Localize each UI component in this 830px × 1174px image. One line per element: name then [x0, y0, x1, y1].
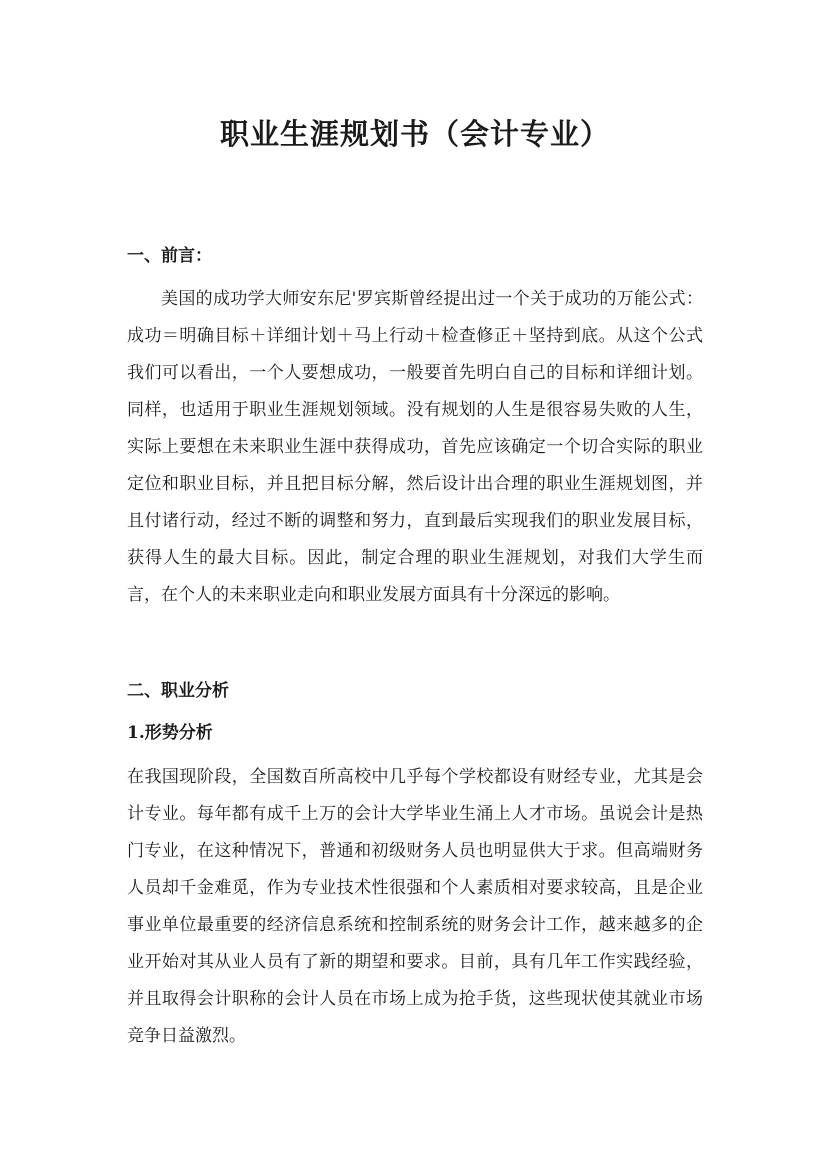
subsection-heading-situation-analysis: 1.形势分析	[127, 723, 213, 743]
section-heading-career-analysis: 二、职业分析	[127, 681, 229, 701]
preface-paragraph: 美国的成功学大师安东尼'罗宾斯曾经提出过一个关于成功的万能公式：成功＝明确目标＋详细计划＋马上行动＋检查修正＋坚持到底。从这个公式我们可以看出，一个人要想成功，一般要首先明白自己的目标和详细计划。同样，也适用于职业生涯规划领域。没有规划的人生是很容易失败的人生，实际上要想在未来职业生涯中获得成功，首先应该确定一个切合实际的职业定位和职业目标，并且把目标分解，然后设计出合理的职业生涯规划图，并且付诸行动，经过不断的调整和努力，直到最后实现我们的职业发展目标，获得人生的最大目标。因此，制定合理的职业生涯规划，对我们大学生而言，在个人的未来职业走向和职业发展方面具有十分深远的影响。	[127, 289, 703, 605]
document-title: 职业生涯规划书（会计专业）	[219, 117, 610, 151]
section-heading-preface: 一、前言：	[127, 246, 212, 266]
situation-analysis-paragraph: 在我国现阶段，全国数百所高校中几乎每个学校都设有财经专业，尤其是会计专业。每年都有成千上万的会计大学毕业生涌上人才市场。虽说会计是热门专业，在这种情况下，普通和初级财务人员也明显供大于求。但高端财务人员却千金难觅，作为专业技术性很强和个人素质相对要求较高，且是企业事业单位最重要的经济信息系统和控制系统的财务会计工作，越来越多的企业开始对其从业人员有了新的期望和要求。目前，具有几年工作实践经验，并且取得会计职称的会计人员在市场上成为抢手货，这些现状使其就业市场竞争日益激烈。	[127, 767, 703, 1046]
